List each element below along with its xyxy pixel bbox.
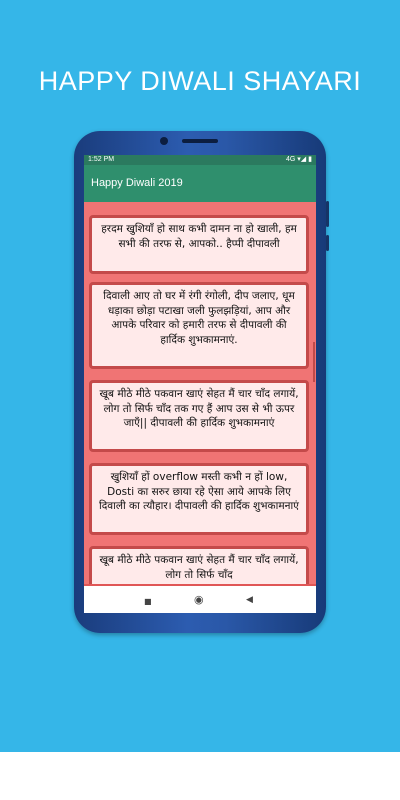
status-time: 1:52 PM (88, 156, 115, 163)
phone-mockup (74, 131, 326, 633)
shayari-text: खूब मीठे मीठे पकवान खाएं सेहत मैं चार चाँद लगायें, लोग तो सिर्फ चाँद (99, 554, 299, 581)
shayari-text: खुशियाँ हों overflow मस्ती कभी न हों low, Dosti का सरुर छाया रहे ऐसा आये आपके लिए दिवाली का त्यौहार। दीपावली की हार्दिक शुभकामनाएं (99, 471, 299, 512)
shayari-card[interactable] (89, 282, 309, 369)
shayari-card[interactable] (89, 215, 309, 274)
home-icon[interactable]: ◉ (194, 593, 204, 606)
camera-icon (160, 137, 168, 145)
shayari-text: हरदम खुशियाँ हो साथ कभी दामन ना हो खाली, हम सभी की तरफ से, आपको.. हैप्पी दीपावली (101, 223, 297, 250)
status-bar (84, 155, 316, 165)
shayari-card[interactable] (89, 463, 309, 535)
phone-screen (84, 155, 316, 613)
speaker-grille (182, 139, 218, 143)
promo-title: HAPPY DIWALI SHAYARI (38, 66, 362, 96)
shayari-text: दिवाली आए तो घर में रंगी रंगोली, दीप जलाए, धूम धड़ाका छोड़ा पटाखा जली फुलझड़ियां, आप और आपके परिवार को हमारी तरफ से दीपावली की हार्दिक शुभकामनाएं. (103, 290, 295, 346)
scrollbar-thumb[interactable] (313, 342, 315, 382)
shayari-list[interactable] (84, 202, 316, 584)
signal-icon: 4G ▾◢ ▮ (286, 156, 312, 163)
shayari-card[interactable] (89, 546, 309, 584)
shayari-card[interactable] (89, 380, 309, 452)
system-nav-bar (84, 584, 316, 613)
power-button (326, 235, 329, 251)
recents-icon[interactable]: ■ (144, 597, 152, 606)
shayari-text: खूब मीठे मीठे पकवान खाएं सेहत मैं चार चाँद लगायें, लोग तो सिर्फ चाँद तक गए हैं आप उस से भी ऊपर जाएँ|| दीपावली की हार्दिक शुभकामनाएं (99, 388, 299, 429)
app-bar (84, 165, 316, 202)
volume-button (326, 201, 329, 227)
back-icon[interactable]: ◀ (246, 595, 253, 605)
app-title: Happy Diwali 2019 (91, 177, 183, 189)
